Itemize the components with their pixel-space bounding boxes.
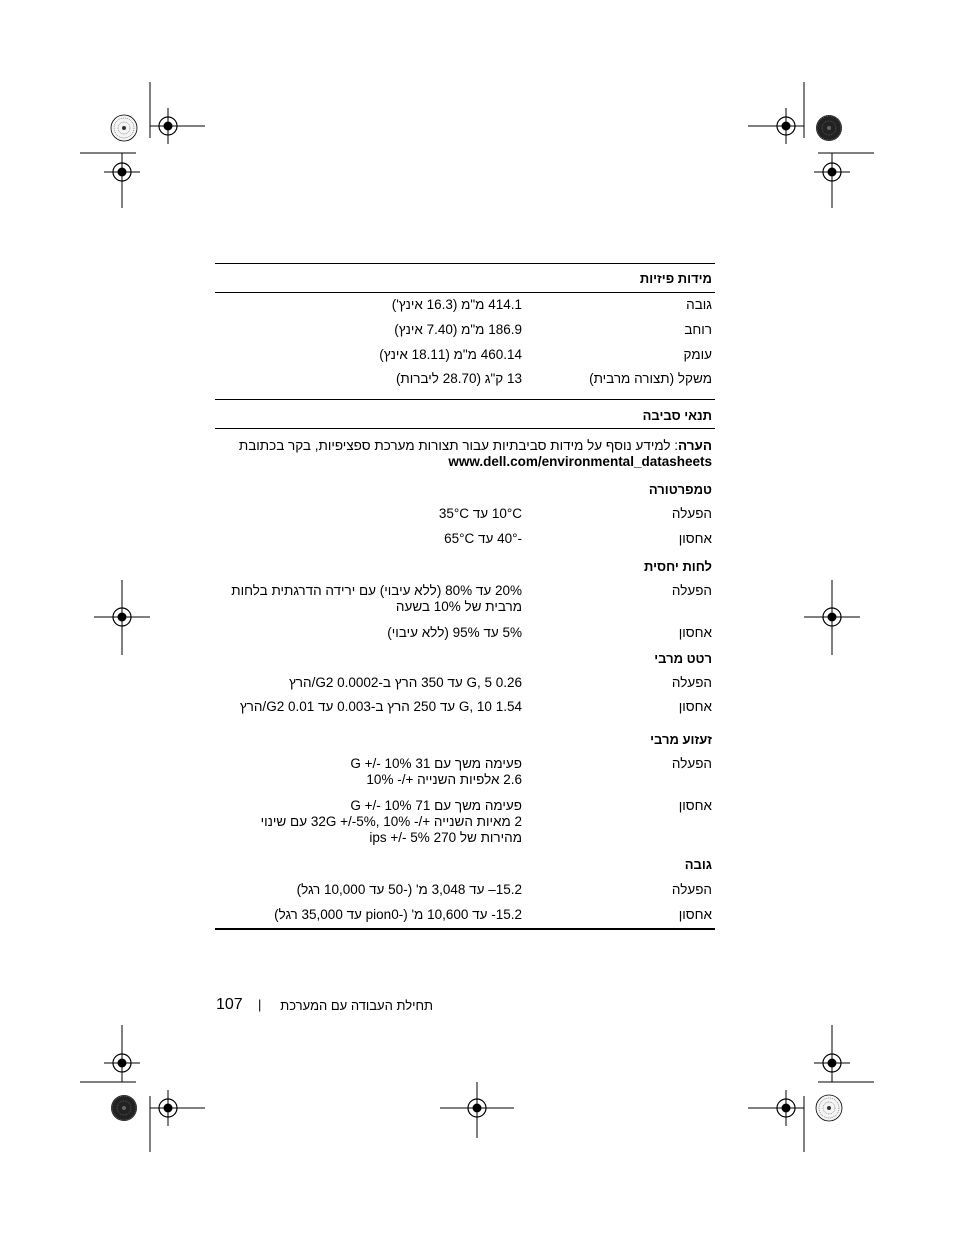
section-heading-environment: תנאי סביבה bbox=[642, 408, 712, 423]
section-heading-physical: מידות פיזיות bbox=[639, 271, 712, 286]
row-label: אחסון bbox=[678, 907, 712, 922]
section-divider bbox=[215, 399, 715, 400]
section-divider bbox=[215, 292, 715, 293]
row-label: הפעלה bbox=[671, 756, 712, 771]
subsection-heading-humidity: לחות יחסית bbox=[644, 559, 712, 574]
row-label: משקל (תצורה מרבית) bbox=[589, 371, 712, 386]
row-value: ‎-15.2 עד 10,600 מ' (-pion0 עד 35,000 רגל) bbox=[274, 907, 522, 922]
row-label: הפעלה bbox=[671, 506, 712, 521]
row-value: 2 מאיות השנייה +/- 10% ,32G +/-5% עם שינוי bbox=[260, 814, 522, 829]
row-label: גובה bbox=[686, 297, 712, 312]
row-value: פעימה משך עם 31 G +/- 10% bbox=[350, 756, 522, 771]
registration-star-icon bbox=[816, 115, 842, 141]
row-label: הפעלה bbox=[671, 882, 712, 897]
row-label: אחסון bbox=[678, 531, 712, 546]
row-value: 2.6 אלפיות השנייה +/- 10% bbox=[366, 772, 522, 787]
row-label: רוחב bbox=[684, 322, 712, 337]
row-value: 186.9 מ"מ (7.40 אינץ) bbox=[394, 322, 522, 337]
page-number: 107 bbox=[216, 996, 243, 1013]
footer-separator: | bbox=[258, 997, 262, 1012]
row-value: מהירות של 270 ips +/- 5% bbox=[369, 830, 522, 845]
row-label: הפעלה bbox=[671, 583, 712, 598]
note-prefix: הערה bbox=[678, 438, 712, 453]
row-value: 5% עד 95% (ללא עיבוי) bbox=[387, 625, 522, 640]
row-value: ‎–15.2 עד 3,048 מ' (-50 עד 10,000 רגל) bbox=[296, 882, 522, 897]
row-value: מרבית של 10% בשעה bbox=[395, 599, 522, 614]
note-url-link[interactable]: www.dell.com/environmental_datasheets bbox=[448, 454, 712, 469]
registration-star-icon bbox=[111, 115, 137, 141]
row-label: אחסון bbox=[678, 798, 712, 813]
row-value: פעימה משך עם 71 G +/- 10% bbox=[350, 798, 522, 813]
row-value: 1.54 G, 10 עד 250 הרץ ב-0.003 עד 0.01 G2/הרץ bbox=[239, 699, 522, 714]
row-value: -40° עד 65°C bbox=[444, 531, 522, 546]
registration-star-icon bbox=[816, 1095, 842, 1121]
registration-star-icon bbox=[111, 1095, 137, 1121]
footer-section-title: תחילת העבודה עם המערכת bbox=[280, 998, 433, 1013]
table-top-rule bbox=[215, 263, 715, 264]
row-value: 13 ק"ג (28.70 ליברות) bbox=[395, 371, 522, 386]
row-value: 10°C עד 35°C bbox=[438, 506, 522, 521]
row-value: 0.26 G, 5 עד 350 הרץ ב-0.0002 G2/הרץ bbox=[289, 675, 522, 690]
row-label: הפעלה bbox=[671, 675, 712, 690]
subsection-heading-vibration: רטט מרבי bbox=[654, 651, 712, 666]
row-label: אחסון bbox=[678, 625, 712, 640]
row-value: 414.1 מ"מ (16.3 אינץ') bbox=[391, 297, 522, 312]
row-label: אחסון bbox=[678, 699, 712, 714]
row-label: עומק bbox=[683, 347, 712, 362]
subsection-heading-altitude: גובה bbox=[684, 857, 712, 872]
section-divider bbox=[215, 428, 715, 429]
table-bottom-rule bbox=[215, 928, 715, 930]
note-line bbox=[239, 438, 712, 454]
row-value: 20% עד 80% (ללא עיבוי) עם ירידה הדרגתית בלחות bbox=[231, 583, 522, 598]
subsection-heading-temperature: טמפרטורה bbox=[648, 482, 712, 497]
subsection-heading-shock: זעזוע מרבי bbox=[650, 732, 712, 747]
note-text: : למידע נוסף על מידות סביבתיות עבור תצורות מערכת ספציפיות, בקר בכתובת bbox=[238, 438, 679, 453]
row-value: 460.14 מ"מ (18.11 אינץ) bbox=[379, 347, 522, 362]
